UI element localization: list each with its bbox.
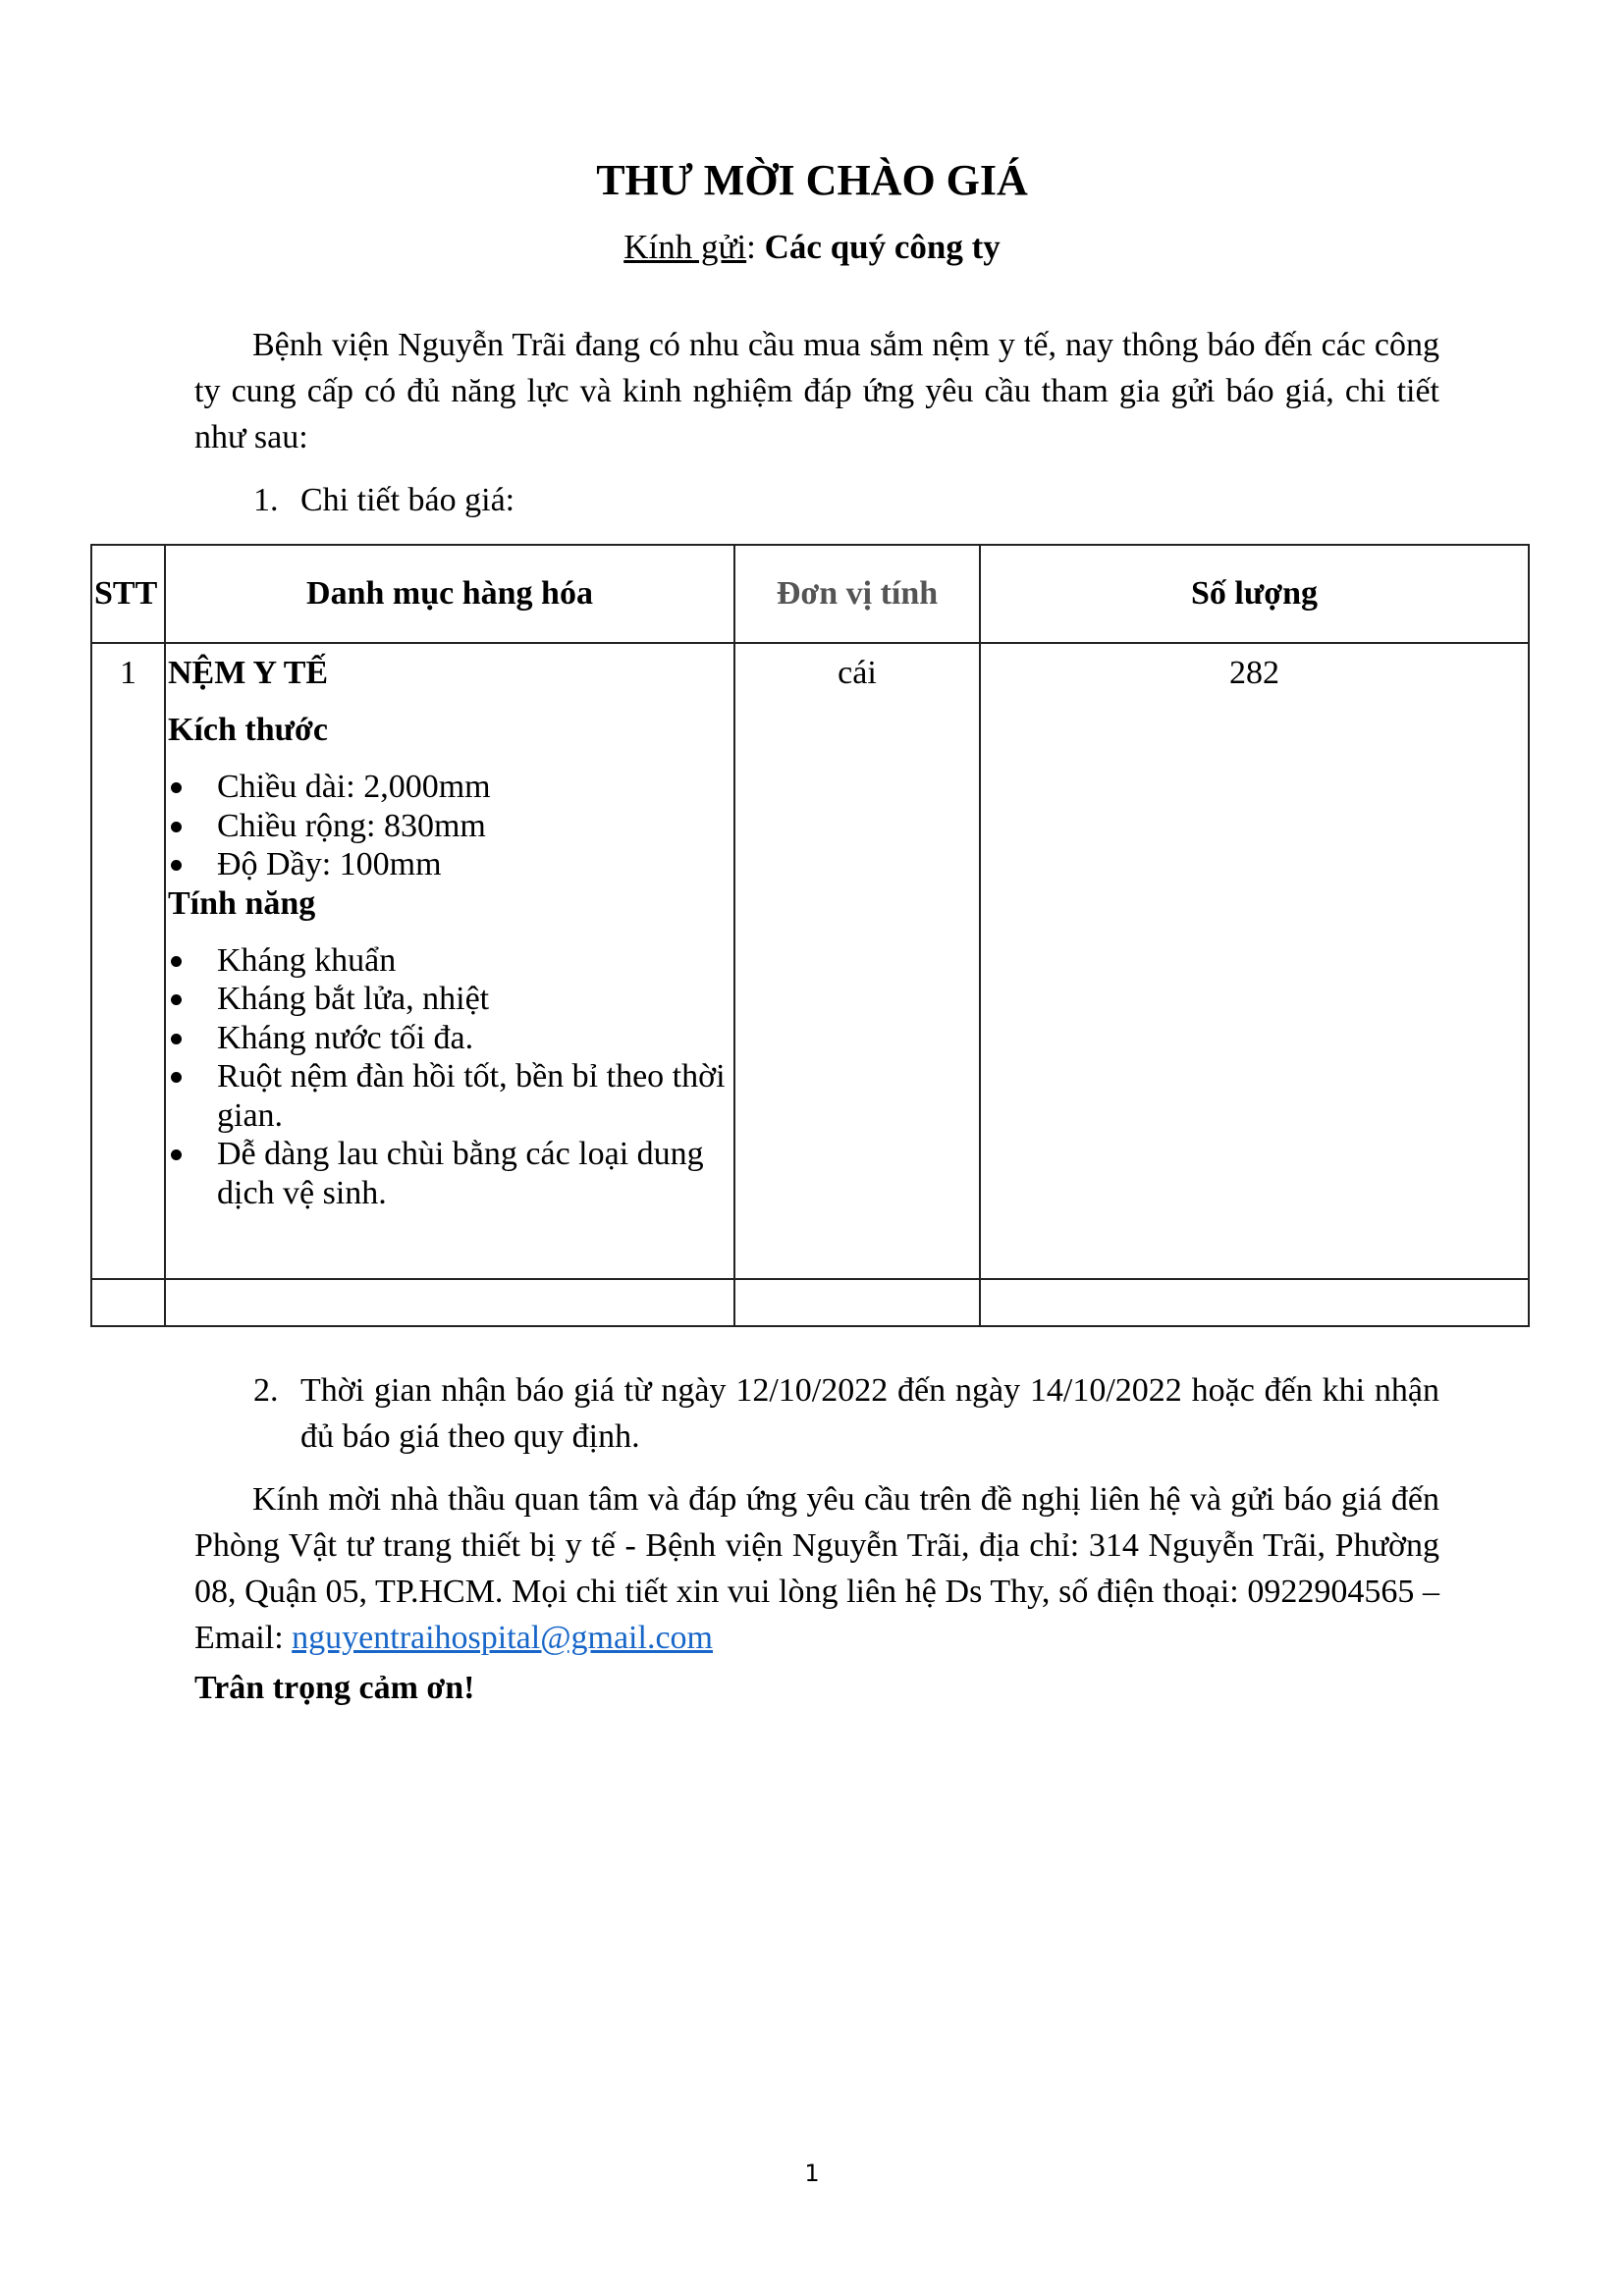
feature-item: Kháng bắt lửa, nhiệt bbox=[217, 981, 490, 1017]
header-unit: Đơn vị tính bbox=[734, 545, 980, 643]
bullet-icon bbox=[171, 956, 182, 967]
bullet-icon bbox=[171, 782, 182, 793]
table-header-row bbox=[91, 545, 1529, 643]
bullet-icon bbox=[171, 1034, 182, 1044]
list-item bbox=[168, 845, 730, 884]
feature-item: Ruột nệm đàn hồi tốt, bền bỉ theo thời gian. bbox=[217, 1058, 726, 1134]
cell-quantity: 282 bbox=[980, 643, 1529, 1279]
bullet-icon bbox=[171, 822, 182, 832]
bullet-icon bbox=[171, 1149, 182, 1160]
page-number: 1 bbox=[804, 2160, 820, 2187]
size-item-width: Chiều rộng: 830mm bbox=[217, 807, 486, 844]
salutation-label: Kính gửi bbox=[623, 228, 747, 266]
header-item-name: Danh mục hàng hóa bbox=[165, 545, 734, 643]
cell-unit: cái bbox=[734, 643, 980, 1279]
cell-stt: 1 bbox=[91, 643, 165, 1279]
size-list bbox=[168, 768, 730, 884]
section-1-number: 1. bbox=[253, 482, 279, 518]
salutation-separator: : bbox=[746, 228, 765, 266]
list-item bbox=[168, 807, 730, 846]
intro-paragraph: Bệnh viện Nguyễn Trãi đang có nhu cầu mua sắm nệm y tế, nay thông báo đến các công ty cung cấp có đủ năng lực và kinh nghiệm đáp ứng yêu cầu tham gia gửi báo giá, chi tiết như sau: bbox=[194, 327, 1439, 455]
closing-thanks: Trân trọng cảm ơn! bbox=[194, 1670, 475, 1706]
size-heading: Kích thước bbox=[168, 712, 328, 748]
list-item bbox=[168, 1057, 730, 1135]
size-item-length: Chiều dài: 2,000mm bbox=[217, 769, 491, 805]
closing-paragraph bbox=[194, 1476, 1439, 1661]
feature-item: Kháng nước tối đa. bbox=[217, 1019, 474, 1056]
salutation-recipient: Các quý công ty bbox=[764, 228, 1001, 266]
section-2-number: 2. bbox=[253, 1372, 279, 1409]
cell-quantity bbox=[980, 1279, 1529, 1326]
bullet-icon bbox=[171, 994, 182, 1005]
cell-item-description bbox=[165, 1279, 734, 1326]
header-quantity: Số lượng bbox=[980, 545, 1529, 643]
section-2 bbox=[253, 1367, 1439, 1460]
list-item bbox=[168, 1135, 730, 1212]
size-item-thickness: Độ Dầy: 100mm bbox=[217, 846, 442, 882]
list-item bbox=[168, 980, 730, 1019]
table-row bbox=[91, 643, 1529, 1279]
cell-item-description bbox=[165, 643, 734, 1279]
feature-heading: Tính năng bbox=[168, 884, 316, 922]
document-title: THƯ MỜI CHÀO GIÁ bbox=[596, 156, 1028, 204]
feature-list bbox=[168, 941, 730, 1213]
bullet-icon bbox=[171, 860, 182, 871]
list-item bbox=[168, 768, 730, 807]
quotation-table bbox=[90, 544, 1530, 1327]
table-row-empty bbox=[91, 1279, 1529, 1326]
feature-item: Kháng khuẩn bbox=[217, 941, 397, 979]
list-item bbox=[168, 941, 730, 981]
section-2-text: Thời gian nhận báo giá từ ngày 12/10/2022 đến ngày 14/10/2022 hoặc đến khi nhận đủ báo giá theo quy định. bbox=[300, 1372, 1439, 1455]
cell-stt bbox=[91, 1279, 165, 1326]
closing-text: Kính mời nhà thầu quan tâm và đáp ứng yêu cầu trên đề nghị liên hệ và gửi báo giá đến Phòng Vật tư trang thiết bị y tế - Bệnh viện Nguyễn Trãi, địa chỉ: 314 Nguyễn Trãi, Phường 08, Quận 05, TP.HCM. Mọi chi tiết xin vui lòng liên hệ Ds Thy, số điện thoại: 0922904565 – Email: bbox=[194, 1481, 1439, 1656]
item-name: NỆM Y TẾ bbox=[168, 655, 329, 691]
email-link[interactable]: nguyentraihospital@gmail.com bbox=[292, 1620, 713, 1656]
salutation bbox=[0, 226, 1624, 269]
cell-unit bbox=[734, 1279, 980, 1326]
section-1-heading bbox=[253, 477, 1439, 523]
header-stt: STT bbox=[91, 545, 165, 643]
section-1-text: Chi tiết báo giá: bbox=[300, 482, 515, 518]
list-item bbox=[168, 1019, 730, 1058]
bullet-icon bbox=[171, 1072, 182, 1083]
feature-item: Dễ dàng lau chùi bằng các loại dung dịch vệ sinh. bbox=[217, 1136, 704, 1211]
